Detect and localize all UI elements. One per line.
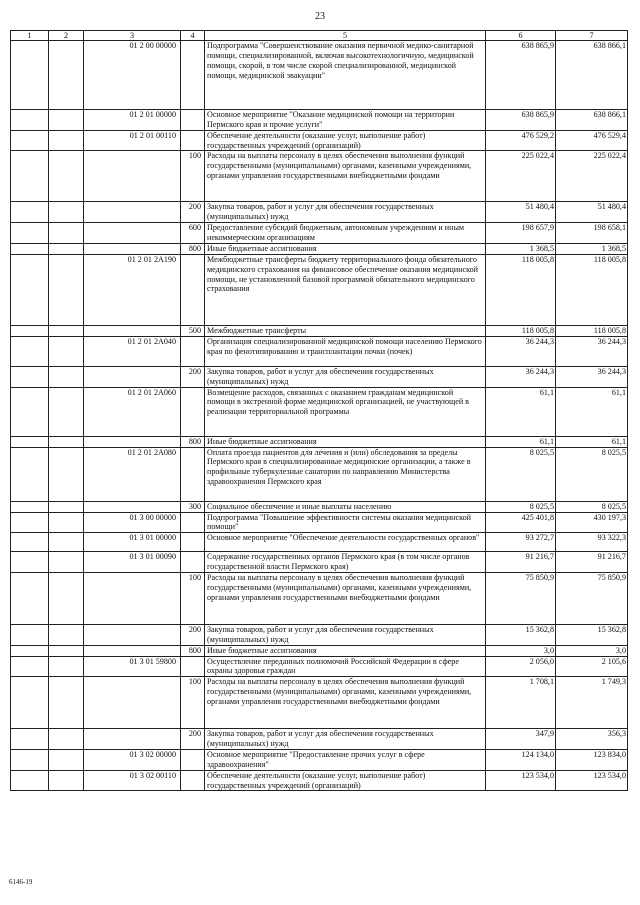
item-name: Предоставление субсидий бюджетным, автономным учреждениям и иным некоммерческим организациям — [205, 223, 486, 244]
amount-col7: 198 658,1 — [556, 223, 628, 244]
amount-col7: 75 850,9 — [556, 573, 628, 625]
col2-cell — [49, 729, 84, 750]
col1-cell — [11, 656, 49, 677]
amount-col6: 198 657,9 — [486, 223, 556, 244]
col1-cell — [11, 41, 49, 110]
budget-code — [84, 243, 181, 254]
expense-type: 200 — [181, 366, 205, 387]
amount-col6: 93 272,7 — [486, 533, 556, 552]
expense-type: 200 — [181, 625, 205, 646]
amount-col6: 75 850,9 — [486, 573, 556, 625]
budget-code — [84, 625, 181, 646]
amount-col6: 36 244,3 — [486, 336, 556, 366]
amount-col6: 225 022,4 — [486, 151, 556, 202]
column-numbers-row — [11, 31, 628, 41]
expense-type: 500 — [181, 325, 205, 336]
item-name: Расходы на выплаты персоналу в целях обеспечения выполнения функций государственными (муниципальными) органами, казенными учреждениями, органами управления государственными внебюджетными фондами — [205, 677, 486, 729]
column-number-7: 7 — [556, 31, 628, 41]
column-number-5: 5 — [205, 31, 486, 41]
amount-col7: 61,1 — [556, 387, 628, 436]
item-name: Основное мероприятие "Обеспечение деятельности государственных органов" — [205, 533, 486, 552]
amount-col7: 476 529,4 — [556, 130, 628, 151]
amount-col6: 15 362,8 — [486, 625, 556, 646]
col1-cell — [11, 387, 49, 436]
amount-col7: 118 005,8 — [556, 325, 628, 336]
col1-cell — [11, 645, 49, 656]
col1-cell — [11, 151, 49, 202]
amount-col6: 2 056,0 — [486, 656, 556, 677]
item-name: Межбюджетные трансферты — [205, 325, 486, 336]
budget-code — [84, 436, 181, 447]
amount-col7: 638 866,1 — [556, 110, 628, 131]
expense-type: 800 — [181, 436, 205, 447]
col2-cell — [49, 501, 84, 512]
table-row — [11, 573, 628, 625]
table-row — [11, 533, 628, 552]
column-number-1: 1 — [11, 31, 49, 41]
col2-cell — [49, 387, 84, 436]
budget-code — [84, 501, 181, 512]
budget-code: 01 2 01 2А080 — [84, 447, 181, 501]
amount-col6: 51 480,4 — [486, 202, 556, 223]
amount-col6: 8 025,5 — [486, 447, 556, 501]
table-row — [11, 151, 628, 202]
table-row — [11, 336, 628, 366]
item-name: Оплата проезда пациентов для лечения и (или) обследования за пределы Пермского края в специализированные медицинские организации, а также в профильные туберкулезные санатории по направлению Министерства здравоохранения Пермского края — [205, 447, 486, 501]
expense-type — [181, 750, 205, 771]
col2-cell — [49, 366, 84, 387]
budget-code: 01 2 01 2А060 — [84, 387, 181, 436]
item-name: Основное мероприятие "Оказание медицинской помощи на территории Пермского края и прочие услуги" — [205, 110, 486, 131]
col2-cell — [49, 645, 84, 656]
item-name: Иные бюджетные ассигнования — [205, 436, 486, 447]
col1-cell — [11, 729, 49, 750]
col2-cell — [49, 254, 84, 325]
amount-col7: 118 005,8 — [556, 254, 628, 325]
item-name: Содержание государственных органов Пермского края (в том числе органов государственной власти Пермского края) — [205, 552, 486, 573]
table-row — [11, 436, 628, 447]
col2-cell — [49, 110, 84, 131]
col1-cell — [11, 243, 49, 254]
item-name: Подпрограмма "Совершенствование оказания первичной медико-санитарной помощи, специализированной, включая высокотехнологичную, медицинской помощи, скорой, в том числе скорой специализированной, медицинской помощи, медицинской эвакуации" — [205, 41, 486, 110]
item-name: Закупка товаров, работ и услуг для обеспечения государственных (муниципальных) нужд — [205, 202, 486, 223]
table-row — [11, 325, 628, 336]
expense-type: 300 — [181, 501, 205, 512]
budget-code: 01 2 01 00110 — [84, 130, 181, 151]
amount-col6: 123 534,0 — [486, 770, 556, 791]
expense-type: 200 — [181, 729, 205, 750]
budget-code — [84, 223, 181, 244]
expense-type — [181, 387, 205, 436]
amount-col6: 8 025,5 — [486, 501, 556, 512]
amount-col6: 91 216,7 — [486, 552, 556, 573]
col1-cell — [11, 573, 49, 625]
amount-col7: 36 244,3 — [556, 366, 628, 387]
table-row — [11, 729, 628, 750]
budget-code: 01 3 01 59800 — [84, 656, 181, 677]
col1-cell — [11, 512, 49, 533]
col2-cell — [49, 533, 84, 552]
budget-code — [84, 151, 181, 202]
col2-cell — [49, 130, 84, 151]
amount-col7: 430 197,3 — [556, 512, 628, 533]
amount-col7: 61,1 — [556, 436, 628, 447]
table-row — [11, 750, 628, 771]
item-name: Организация специализированной медицинской помощи населению Пермского края по фенотипированию и трансплантации почки (почек) — [205, 336, 486, 366]
col2-cell — [49, 336, 84, 366]
expense-type — [181, 254, 205, 325]
budget-code: 01 3 02 00110 — [84, 770, 181, 791]
amount-col7: 3,0 — [556, 645, 628, 656]
expense-type — [181, 533, 205, 552]
table-row — [11, 41, 628, 110]
col2-cell — [49, 151, 84, 202]
budget-code — [84, 366, 181, 387]
col1-cell — [11, 130, 49, 151]
col1-cell — [11, 501, 49, 512]
table-row — [11, 130, 628, 151]
budget-code — [84, 202, 181, 223]
amount-col7: 2 105,6 — [556, 656, 628, 677]
budget-code — [84, 325, 181, 336]
table-row — [11, 366, 628, 387]
amount-col7: 91 216,7 — [556, 552, 628, 573]
col1-cell — [11, 336, 49, 366]
budget-code: 01 2 00 00000 — [84, 41, 181, 110]
expense-type: 600 — [181, 223, 205, 244]
table-row — [11, 625, 628, 646]
col2-cell — [49, 202, 84, 223]
budget-code: 01 3 01 00000 — [84, 533, 181, 552]
table-row — [11, 202, 628, 223]
table-row — [11, 501, 628, 512]
expense-type: 200 — [181, 202, 205, 223]
budget-code: 01 2 01 00000 — [84, 110, 181, 131]
table-row — [11, 512, 628, 533]
budget-code: 01 2 01 2А040 — [84, 336, 181, 366]
amount-col6: 476 529,2 — [486, 130, 556, 151]
footer-code: 6146-19 — [9, 878, 33, 886]
expense-type — [181, 770, 205, 791]
column-number-3: 3 — [84, 31, 181, 41]
amount-col7: 638 866,1 — [556, 41, 628, 110]
col2-cell — [49, 552, 84, 573]
budget-code: 01 3 00 00000 — [84, 512, 181, 533]
amount-col7: 123 534,0 — [556, 770, 628, 791]
amount-col7: 8 025,5 — [556, 447, 628, 501]
col1-cell — [11, 677, 49, 729]
expense-type: 100 — [181, 573, 205, 625]
col1-cell — [11, 552, 49, 573]
amount-col6: 1 708,1 — [486, 677, 556, 729]
col2-cell — [49, 243, 84, 254]
item-name: Закупка товаров, работ и услуг для обеспечения государственных (муниципальных) нужд — [205, 729, 486, 750]
budget-table-body — [11, 31, 628, 791]
col1-cell — [11, 202, 49, 223]
column-number-4: 4 — [181, 31, 205, 41]
budget-code — [84, 573, 181, 625]
col2-cell — [49, 770, 84, 791]
expense-type — [181, 130, 205, 151]
item-name: Основное мероприятие "Предоставление прочих услуг в сфере здравоохранения" — [205, 750, 486, 771]
amount-col6: 638 865,9 — [486, 41, 556, 110]
table-row — [11, 254, 628, 325]
item-name: Подпрограмма "Повышение эффективности системы оказания медицинской помощи" — [205, 512, 486, 533]
table-row — [11, 110, 628, 131]
amount-col6: 61,1 — [486, 436, 556, 447]
expense-type: 100 — [181, 151, 205, 202]
amount-col6: 347,9 — [486, 729, 556, 750]
amount-col6: 638 865,9 — [486, 110, 556, 131]
amount-col6: 425 401,8 — [486, 512, 556, 533]
col1-cell — [11, 254, 49, 325]
amount-col7: 36 244,3 — [556, 336, 628, 366]
amount-col6: 124 134,0 — [486, 750, 556, 771]
item-name: Закупка товаров, работ и услуг для обеспечения государственных (муниципальных) нужд — [205, 366, 486, 387]
expense-type: 100 — [181, 677, 205, 729]
col2-cell — [49, 625, 84, 646]
budget-code — [84, 677, 181, 729]
expense-type: 800 — [181, 243, 205, 254]
col1-cell — [11, 750, 49, 771]
col1-cell — [11, 325, 49, 336]
col1-cell — [11, 770, 49, 791]
item-name: Обеспечение деятельности (оказание услуг, выполнение работ) государственных учреждений (организаций) — [205, 130, 486, 151]
item-name: Иные бюджетные ассигнования — [205, 243, 486, 254]
col2-cell — [49, 512, 84, 533]
expense-type — [181, 447, 205, 501]
expense-type — [181, 512, 205, 533]
table-row — [11, 223, 628, 244]
col2-cell — [49, 656, 84, 677]
item-name: Расходы на выплаты персоналу в целях обеспечения выполнения функций государственными (муниципальными) органами, казенными учреждениями, органами управления государственными внебюджетными фондами — [205, 573, 486, 625]
col2-cell — [49, 325, 84, 336]
col1-cell — [11, 366, 49, 387]
col1-cell — [11, 447, 49, 501]
amount-col7: 8 025,5 — [556, 501, 628, 512]
expense-type — [181, 552, 205, 573]
amount-col6: 1 368,5 — [486, 243, 556, 254]
expense-type — [181, 110, 205, 131]
col1-cell — [11, 533, 49, 552]
table-row — [11, 645, 628, 656]
amount-col6: 36 244,3 — [486, 366, 556, 387]
item-name: Расходы на выплаты персоналу в целях обеспечения выполнения функций государственными (муниципальными) органами, казенными учреждениями, органами управления государственными внебюджетными фондами — [205, 151, 486, 202]
item-name: Обеспечение деятельности (оказание услуг, выполнение работ) государственных учреждений (организаций) — [205, 770, 486, 791]
col2-cell — [49, 573, 84, 625]
expense-type — [181, 41, 205, 110]
amount-col7: 1 368,5 — [556, 243, 628, 254]
table-row — [11, 677, 628, 729]
table-row — [11, 243, 628, 254]
amount-col7: 1 749,3 — [556, 677, 628, 729]
column-number-2: 2 — [49, 31, 84, 41]
col2-cell — [49, 41, 84, 110]
amount-col6: 61,1 — [486, 387, 556, 436]
col2-cell — [49, 223, 84, 244]
budget-code — [84, 729, 181, 750]
amount-col7: 356,3 — [556, 729, 628, 750]
col2-cell — [49, 447, 84, 501]
expense-type — [181, 336, 205, 366]
item-name: Иные бюджетные ассигнования — [205, 645, 486, 656]
budget-code: 01 3 01 00090 — [84, 552, 181, 573]
col2-cell — [49, 750, 84, 771]
col1-cell — [11, 223, 49, 244]
expense-type — [181, 656, 205, 677]
table-row — [11, 447, 628, 501]
col1-cell — [11, 436, 49, 447]
amount-col6: 3,0 — [486, 645, 556, 656]
budget-code: 01 2 01 2А190 — [84, 254, 181, 325]
page-number: 23 — [315, 11, 325, 22]
amount-col6: 118 005,8 — [486, 254, 556, 325]
item-name: Возмещение расходов, связанных с оказанием гражданам медицинской помощи в экстренной форме медицинской организацией, не участвующей в реализации территориальной программы — [205, 387, 486, 436]
amount-col7: 93 322,3 — [556, 533, 628, 552]
amount-col7: 225 022,4 — [556, 151, 628, 202]
item-name: Закупка товаров, работ и услуг для обеспечения государственных (муниципальных) нужд — [205, 625, 486, 646]
table-row — [11, 387, 628, 436]
column-number-6: 6 — [486, 31, 556, 41]
budget-code — [84, 645, 181, 656]
item-name: Межбюджетные трансферты бюджету территориального фонда обязательного медицинского страхования на финансовое обеспечение оказания медицинской помощи, не установленной базовой программой обязательного медицинского страхования — [205, 254, 486, 325]
amount-col7: 51 480,4 — [556, 202, 628, 223]
col1-cell — [11, 110, 49, 131]
col1-cell — [11, 625, 49, 646]
budget-table — [10, 30, 628, 791]
amount-col7: 15 362,8 — [556, 625, 628, 646]
col2-cell — [49, 677, 84, 729]
expense-type: 800 — [181, 645, 205, 656]
col2-cell — [49, 436, 84, 447]
table-row — [11, 552, 628, 573]
table-row — [11, 656, 628, 677]
item-name: Осуществление переданных полномочий Российской Федерации в сфере охраны здоровья граждан — [205, 656, 486, 677]
item-name: Социальное обеспечение и иные выплаты населению — [205, 501, 486, 512]
budget-code: 01 3 02 00000 — [84, 750, 181, 771]
table-row — [11, 770, 628, 791]
amount-col6: 118 005,8 — [486, 325, 556, 336]
amount-col7: 123 834,0 — [556, 750, 628, 771]
